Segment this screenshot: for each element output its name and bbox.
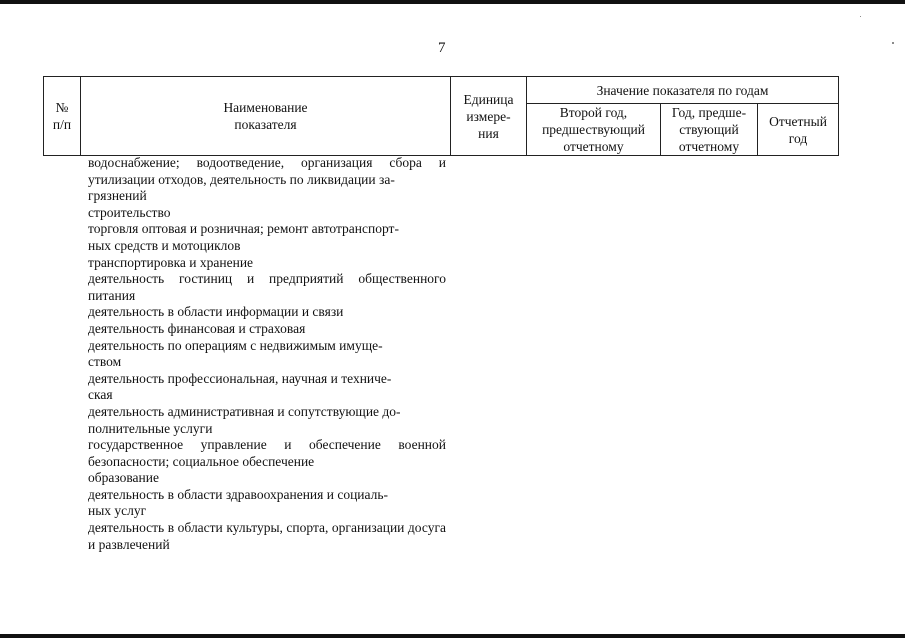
top-border-rule [0, 0, 905, 4]
scan-speck [892, 42, 894, 44]
indicator-table-header [43, 76, 839, 156]
header-values-group: Значение показателя по годам [527, 77, 839, 104]
bottom-border-rule [0, 634, 905, 638]
indicator-row: деятельность профессиональная, научная и техниче- ская [88, 370, 392, 403]
page-number: 7 [438, 40, 446, 56]
header-name-column: Наименование показателя [81, 77, 451, 156]
indicator-row: деятельность в области информации и связи [88, 304, 344, 320]
indicator-row: государственное управление и обеспечение военной безопасности; социальное обеспечение [88, 437, 446, 469]
indicator-row: водоснабжение; водоотведение, организация сбора и утилизации отходов, деятельность по ликвидации за- грязнений [88, 155, 446, 204]
indicator-row: деятельность по операциям с недвижимым имуще- ством [88, 337, 383, 370]
indicator-row: деятельность в области здравоохранения и социаль- ных услуг [88, 486, 389, 519]
header-year-previous: Год, предше- ствующий отчетному [661, 104, 758, 156]
indicator-row: транспортировка и хранение [88, 254, 254, 270]
header-number-column: № п/п [44, 77, 81, 156]
indicator-rows [88, 155, 446, 553]
indicator-row: деятельность в области культуры, спорта, организации досуга и развлечений [88, 520, 446, 552]
indicator-row: деятельность административная и сопутствующие до- полнительные услуги [88, 403, 401, 436]
indicator-row: строительство [88, 204, 171, 220]
header-year-second-previous: Второй год, предшествующий отчетному [527, 104, 661, 156]
scan-speck [860, 16, 861, 17]
indicator-row: деятельность финансовая и страховая [88, 320, 306, 336]
indicator-row: торговля оптовая и розничная; ремонт автотранспорт- ных средств и мотоциклов [88, 221, 399, 253]
indicator-row: деятельность гостиниц и предприятий общественного питания [88, 271, 446, 303]
indicator-row: образование [88, 470, 159, 486]
header-year-reporting: Отчетный год [758, 104, 839, 156]
header-unit-column: Единица измере- ния [451, 77, 527, 156]
